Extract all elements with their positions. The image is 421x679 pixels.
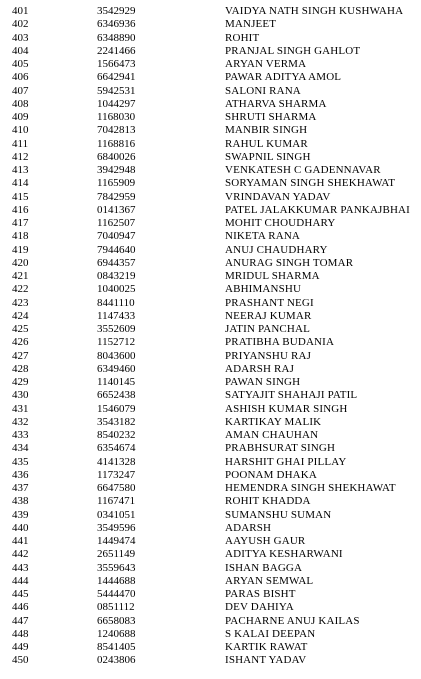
list-item xyxy=(0,336,421,349)
list-item xyxy=(0,403,421,416)
roll-number: 1444688 xyxy=(97,574,136,587)
candidate-name: PAWAR ADITYA AMOL xyxy=(225,71,342,84)
roll-number: 1240688 xyxy=(97,627,136,640)
candidate-name: SHRUTI SHARMA xyxy=(225,111,317,123)
list-item xyxy=(0,71,421,84)
serial-number: 420 xyxy=(12,256,29,269)
roll-number: 3542929 xyxy=(97,5,136,17)
roll-number: 1167471 xyxy=(97,495,136,508)
serial-number: 422 xyxy=(12,283,29,296)
list-item xyxy=(0,350,421,363)
serial-number: 408 xyxy=(12,97,29,110)
candidate-name: MANJEET xyxy=(225,18,277,31)
serial-number: 445 xyxy=(12,588,29,600)
serial-number: 411 xyxy=(12,137,29,150)
roll-number: 7944640 xyxy=(97,243,136,256)
roll-number: 6647580 xyxy=(97,482,136,494)
serial-number: 414 xyxy=(12,177,29,190)
roll-number: 6642941 xyxy=(97,71,136,84)
candidate-name: MANBIR SINGH xyxy=(225,124,308,137)
serial-number: 424 xyxy=(12,309,29,322)
list-item xyxy=(0,323,421,336)
list-item xyxy=(0,310,421,323)
list-item xyxy=(0,111,421,124)
candidate-name: PRANJAL SINGH GAHLOT xyxy=(225,44,361,57)
result-list xyxy=(0,5,421,668)
candidate-name: HEMENDRA SINGH SHEKHAWAT xyxy=(225,482,396,494)
list-item xyxy=(0,562,421,575)
list-item xyxy=(0,469,421,482)
serial-number: 412 xyxy=(12,150,29,163)
list-item xyxy=(0,138,421,151)
serial-number: 435 xyxy=(12,455,29,468)
list-item xyxy=(0,509,421,522)
list-item xyxy=(0,32,421,45)
roll-number: 6346936 xyxy=(97,18,136,31)
list-item xyxy=(0,389,421,402)
candidate-name: NEERAJ KUMAR xyxy=(225,309,312,322)
serial-number: 409 xyxy=(12,111,29,123)
roll-number: 7040947 xyxy=(97,230,136,243)
candidate-name: PATEL JALAKKUMAR PANKAJBHAI xyxy=(225,203,410,216)
roll-number: 2651149 xyxy=(97,548,136,561)
serial-number: 432 xyxy=(12,415,29,428)
roll-number: 0243806 xyxy=(97,654,136,667)
candidate-name: ADITYA KESHARWANI xyxy=(225,548,343,561)
list-item xyxy=(0,191,421,204)
serial-number: 450 xyxy=(12,654,29,667)
serial-number: 431 xyxy=(12,402,29,415)
list-item xyxy=(0,217,421,230)
roll-number: 1140145 xyxy=(97,376,136,388)
candidate-name: ADARSH xyxy=(225,521,272,534)
serial-number: 410 xyxy=(12,124,29,137)
serial-number: 442 xyxy=(12,548,29,561)
list-item xyxy=(0,5,421,18)
roll-number: 8441110 xyxy=(97,296,135,309)
candidate-name: ARYAN VERMA xyxy=(225,58,307,70)
list-item xyxy=(0,297,421,310)
serial-number: 419 xyxy=(12,243,29,256)
candidate-name: ANURAG SINGH TOMAR xyxy=(225,256,354,269)
roll-number: 3543182 xyxy=(97,415,136,428)
list-item xyxy=(0,654,421,667)
roll-number: 4141328 xyxy=(97,455,136,468)
candidate-name: ISHANT YADAV xyxy=(225,654,307,667)
serial-number: 430 xyxy=(12,389,29,402)
candidate-name: SUMANSHU SUMAN xyxy=(225,508,332,521)
list-item xyxy=(0,244,421,257)
serial-number: 402 xyxy=(12,18,29,31)
serial-number: 437 xyxy=(12,482,29,494)
list-item xyxy=(0,495,421,508)
candidate-name: SALONI RANA xyxy=(225,84,301,97)
candidate-name: ROHIT xyxy=(225,31,260,44)
roll-number: 8541405 xyxy=(97,641,136,653)
list-item xyxy=(0,588,421,601)
candidate-name: PAWAN SINGH xyxy=(225,376,301,388)
serial-number: 407 xyxy=(12,84,29,97)
candidate-name: ADARSH RAJ xyxy=(225,362,295,375)
list-item xyxy=(0,85,421,98)
serial-number: 428 xyxy=(12,362,29,375)
roll-number: 6658083 xyxy=(97,614,136,627)
roll-number: 7842959 xyxy=(97,190,136,203)
serial-number: 427 xyxy=(12,349,29,362)
list-item xyxy=(0,641,421,654)
serial-number: 415 xyxy=(12,190,29,203)
roll-number: 0843219 xyxy=(97,270,136,282)
list-item xyxy=(0,257,421,270)
list-item xyxy=(0,456,421,469)
candidate-name: VENKATESH C GADENNAVAR xyxy=(225,164,381,176)
serial-number: 421 xyxy=(12,270,29,282)
roll-number: 1566473 xyxy=(97,58,136,70)
roll-number: 1165909 xyxy=(97,177,136,190)
list-item xyxy=(0,548,421,561)
roll-number: 7042813 xyxy=(97,124,136,137)
roll-number: 1044297 xyxy=(97,97,136,110)
list-item xyxy=(0,601,421,614)
serial-number: 436 xyxy=(12,468,29,481)
list-item xyxy=(0,18,421,31)
roll-number: 1546079 xyxy=(97,402,136,415)
list-item xyxy=(0,283,421,296)
list-item xyxy=(0,151,421,164)
roll-number: 0851112 xyxy=(97,601,135,614)
roll-number: 6354674 xyxy=(97,442,136,455)
list-item xyxy=(0,615,421,628)
candidate-name: MRIDUL SHARMA xyxy=(225,270,320,282)
list-item xyxy=(0,164,421,177)
serial-number: 447 xyxy=(12,614,29,627)
candidate-name: SORYAMAN SINGH SHEKHAWAT xyxy=(225,177,396,190)
candidate-name: KARTIKAY MALIK xyxy=(225,415,322,428)
list-item xyxy=(0,230,421,243)
roll-number: 6349460 xyxy=(97,362,136,375)
roll-number: 6652438 xyxy=(97,389,136,402)
candidate-name: PACHARNE ANUJ KAILAS xyxy=(225,614,360,627)
candidate-name: PRASHANT NEGI xyxy=(225,296,314,309)
list-item xyxy=(0,270,421,283)
serial-number: 418 xyxy=(12,230,29,243)
serial-number: 448 xyxy=(12,627,29,640)
candidate-name: ISHAN BAGGA xyxy=(225,561,303,574)
candidate-name: PRABHSURAT SINGH xyxy=(225,442,336,455)
roll-number: 1040025 xyxy=(97,283,136,296)
serial-number: 449 xyxy=(12,641,29,653)
candidate-name: SATYAJIT SHAHAJI PATIL xyxy=(225,389,358,402)
serial-number: 429 xyxy=(12,376,29,388)
serial-number: 439 xyxy=(12,508,29,521)
list-item xyxy=(0,522,421,535)
candidate-name: VAIDYA NATH SINGH KUSHWAHA xyxy=(225,5,404,17)
candidate-name: JATIN PANCHAL xyxy=(225,323,310,335)
list-item xyxy=(0,442,421,455)
serial-number: 438 xyxy=(12,495,29,508)
serial-number: 417 xyxy=(12,217,29,229)
serial-number: 413 xyxy=(12,164,29,176)
list-item xyxy=(0,124,421,137)
roll-number: 1152712 xyxy=(97,336,136,349)
list-item xyxy=(0,204,421,217)
roll-number: 0341051 xyxy=(97,508,136,521)
candidate-name: MOHIT CHOUDHARY xyxy=(225,217,336,229)
serial-number: 403 xyxy=(12,31,29,44)
candidate-name: RAHUL KUMAR xyxy=(225,137,308,150)
list-item xyxy=(0,363,421,376)
list-item xyxy=(0,58,421,71)
roll-number: 6348890 xyxy=(97,31,136,44)
roll-number: 3559643 xyxy=(97,561,136,574)
list-item xyxy=(0,628,421,641)
roll-number: 5942531 xyxy=(97,84,136,97)
roll-number: 1449474 xyxy=(97,535,136,547)
serial-number: 416 xyxy=(12,203,29,216)
roll-number: 1168816 xyxy=(97,137,136,150)
roll-number: 6944357 xyxy=(97,256,136,269)
serial-number: 433 xyxy=(12,429,29,441)
list-item xyxy=(0,575,421,588)
serial-number: 446 xyxy=(12,601,29,614)
candidate-name: POONAM DHAKA xyxy=(225,468,317,481)
list-item xyxy=(0,535,421,548)
candidate-name: PRATIBHA BUDANIA xyxy=(225,336,335,349)
roll-number: 8043600 xyxy=(97,349,136,362)
roll-number: 8540232 xyxy=(97,429,136,441)
roll-number: 1147433 xyxy=(97,309,136,322)
serial-number: 426 xyxy=(12,336,29,349)
candidate-name: ATHARVA SHARMA xyxy=(225,97,327,110)
list-item xyxy=(0,376,421,389)
list-item xyxy=(0,177,421,190)
serial-number: 423 xyxy=(12,296,29,309)
serial-number: 425 xyxy=(12,323,29,335)
candidate-name: ABHIMANSHU xyxy=(225,283,302,296)
serial-number: 405 xyxy=(12,58,29,70)
serial-number: 401 xyxy=(12,5,29,17)
roll-number: 5444470 xyxy=(97,588,136,600)
serial-number: 434 xyxy=(12,442,29,455)
candidate-name: ARYAN SEMWAL xyxy=(225,574,314,587)
list-item xyxy=(0,416,421,429)
list-item xyxy=(0,429,421,442)
candidate-name: KARTIK RAWAT xyxy=(225,641,308,653)
candidate-name: PRIYANSHU RAJ xyxy=(225,349,311,362)
candidate-name: AMAN CHAUHAN xyxy=(225,429,319,441)
serial-number: 441 xyxy=(12,535,29,547)
list-item xyxy=(0,98,421,111)
roll-number: 3552609 xyxy=(97,323,136,335)
candidate-name: SWAPNIL SINGH xyxy=(225,150,311,163)
roll-number: 0141367 xyxy=(97,203,136,216)
serial-number: 444 xyxy=(12,574,29,587)
serial-number: 406 xyxy=(12,71,29,84)
candidate-name: PARAS BISHT xyxy=(225,588,296,600)
candidate-name: S KALAI DEEPAN xyxy=(225,627,316,640)
candidate-name: VRINDAVAN YADAV xyxy=(225,190,331,203)
roll-number: 1168030 xyxy=(97,111,136,123)
list-item xyxy=(0,482,421,495)
candidate-name: DEV DAHIYA xyxy=(225,601,294,614)
candidate-name: HARSHIT GHAI PILLAY xyxy=(225,455,347,468)
candidate-name: AAYUSH GAUR xyxy=(225,535,306,547)
roll-number: 2241466 xyxy=(97,44,136,57)
candidate-name: ASHISH KUMAR SINGH xyxy=(225,402,348,415)
candidate-name: ANUJ CHAUDHARY xyxy=(225,243,328,256)
serial-number: 443 xyxy=(12,561,29,574)
roll-number: 3942948 xyxy=(97,164,136,176)
roll-number: 3549596 xyxy=(97,521,136,534)
serial-number: 404 xyxy=(12,44,29,57)
roll-number: 6840026 xyxy=(97,150,136,163)
serial-number: 440 xyxy=(12,521,29,534)
list-item xyxy=(0,45,421,58)
roll-number: 1162507 xyxy=(97,217,136,229)
candidate-name: ROHIT KHADDA xyxy=(225,495,311,508)
roll-number: 1173247 xyxy=(97,468,136,481)
candidate-name: NIKETA RANA xyxy=(225,230,301,243)
